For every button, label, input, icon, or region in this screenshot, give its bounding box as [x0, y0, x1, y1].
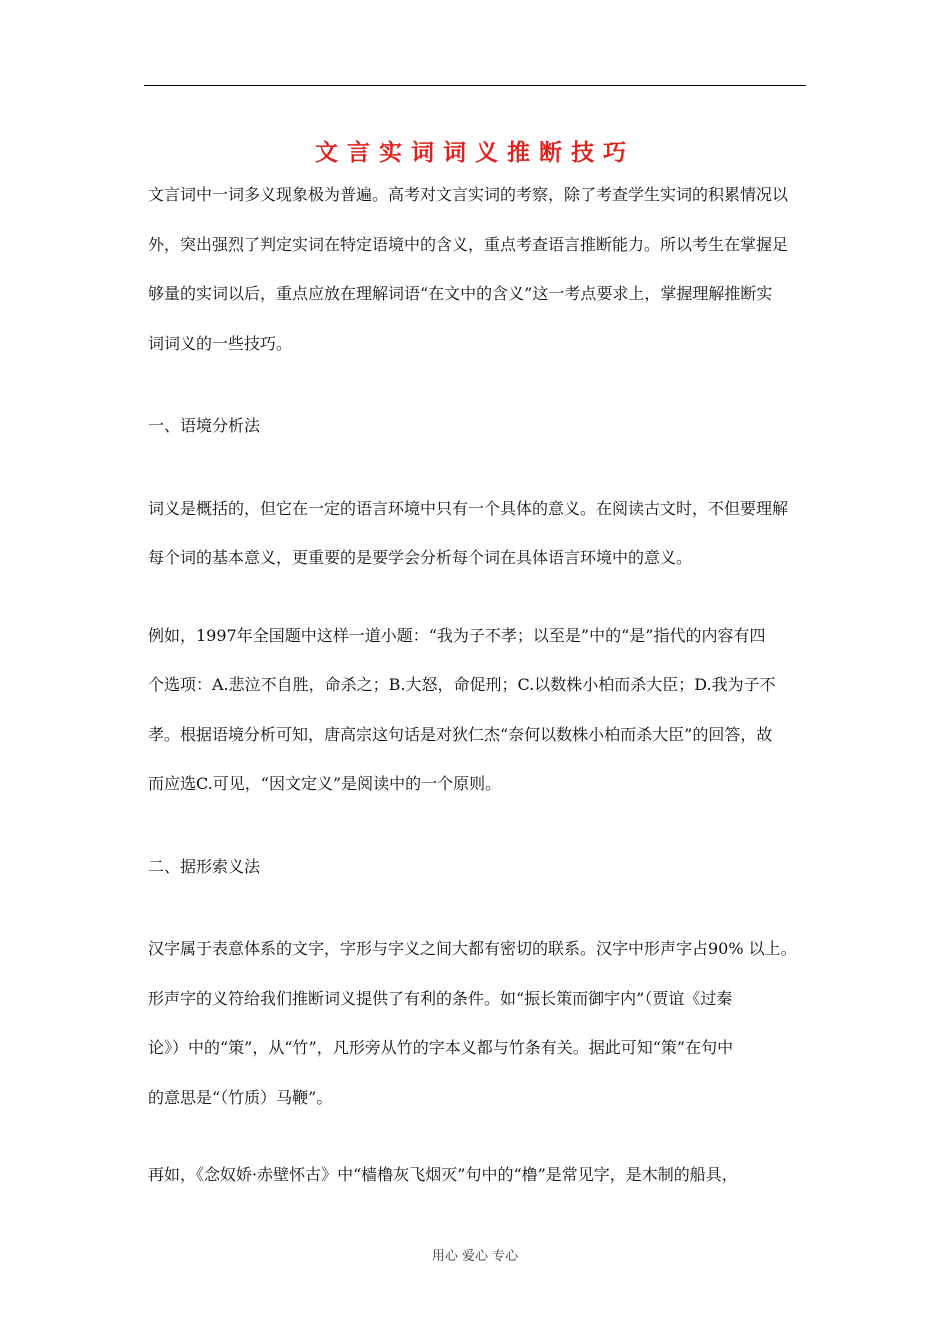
paragraph-line: 词词义的一些技巧。 [148, 333, 293, 353]
section1-paragraph-2 [148, 611, 822, 809]
paragraph-line: 再如，《念奴娇·赤壁怀古》中“樯橹灰飞烟灭”句中的“橹”是常见字，是木制的船具， [148, 1165, 738, 1184]
section-heading-form-meaning: 二、据形索义法 [148, 856, 261, 876]
section2-paragraph-2 [148, 1150, 822, 1200]
document-body [148, 170, 822, 1200]
paragraph-line: 论》）中的“策”，从“竹”，凡形旁从竹的字本义都与竹条有关。据此可知“策”在句中 [148, 1038, 734, 1057]
paragraph-line: 够量的实词以后，重点应放在理解词语“在文中的含义”这一考点要求上，掌握理解推断实 [148, 284, 773, 303]
section-heading-context-analysis: 一、语境分析法 [148, 416, 261, 435]
intro-paragraph [148, 170, 822, 368]
paragraph-line: 形声字的义符给我们推断词义提供了有利的条件。如“振长策而御宇内”（贾谊《过秦 [148, 988, 733, 1008]
paragraph-line: 词义是概括的，但它在一定的语言环境中只有一个具体的意义。在阅读古文时，不但要理解 [148, 498, 789, 518]
paragraph-line: 而应选C.可见，“因文定义”是阅读中的一个原则。 [148, 774, 502, 793]
paragraph-line: 外，突出强烈了判定实词在特定语境中的含义，重点考查语言推断能力。所以考生在掌握足 [148, 234, 789, 254]
paragraph-line: 的意思是“（竹质）马鞭”。 [148, 1087, 333, 1107]
paragraph-line: 例如，1997年全国题中这样一道小题：“我为子不孝；以至是”中的“是”指代的内容有四 [148, 625, 766, 645]
paragraph-line: 孝。根据语境分析可知，唐高宗这句话是对狄仁杰“奈何以数株小柏而杀大臣”的回答，故 [148, 724, 773, 744]
paragraph-line: 每个词的基本意义，更重要的是要学会分析每个词在具体语言环境中的意义。 [148, 548, 693, 567]
paragraph-line: 文言词中一词多义现象极为普遍。高考对文言实词的考察，除了考查学生实词的积累情况以 [148, 185, 789, 204]
section1-paragraph-1 [148, 484, 822, 583]
header-rule [144, 85, 806, 86]
page-footer: 用心 爱心 专心 [431, 1249, 519, 1264]
section2-paragraph-1 [148, 924, 822, 1122]
document-title: 文言实词词义推断技巧 [315, 139, 635, 167]
paragraph-line: 个选项：A.悲泣不自胜，命杀之；B.大怒，命促刑；C.以数株小柏而杀大臣；D.我为子不 [148, 675, 776, 694]
paragraph-line: 汉字属于表意体系的文字，字形与字义之间大都有密切的联系。汉字中形声字占90% 以上。 [148, 939, 797, 958]
